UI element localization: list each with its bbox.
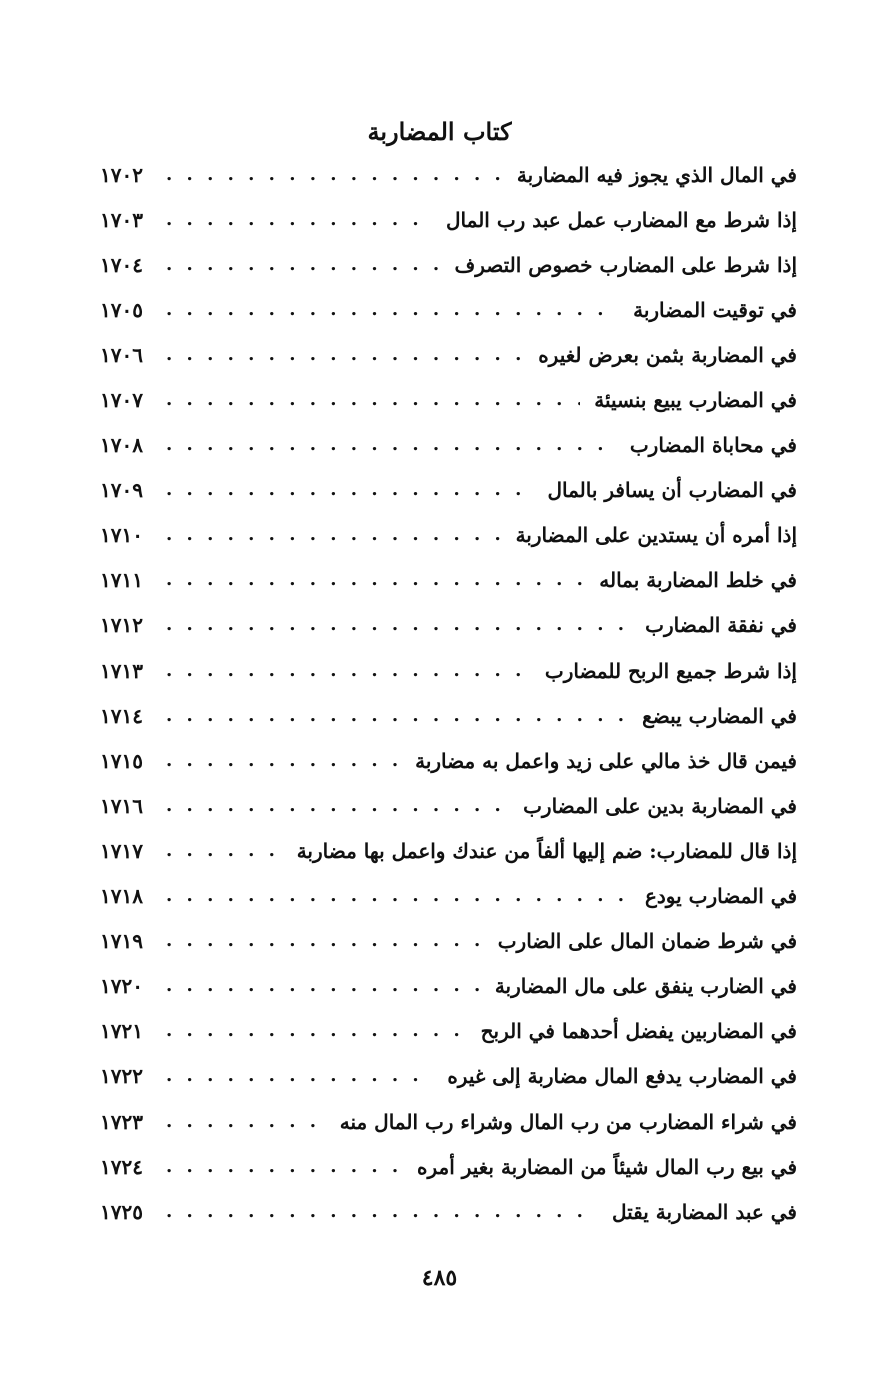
toc-entry-title: في المضاربة بثمن بعرض لغيره bbox=[538, 342, 797, 367]
toc-entry-number: ١٧١١ bbox=[100, 568, 143, 593]
toc-entry bbox=[100, 1054, 797, 1099]
toc-entry-number: ١٧٠٤ bbox=[100, 252, 143, 277]
toc-entry bbox=[100, 468, 797, 513]
dot-leader bbox=[166, 390, 580, 410]
dot-leader bbox=[166, 570, 585, 590]
dot-leader bbox=[166, 1157, 403, 1177]
toc-entry bbox=[100, 423, 797, 468]
dot-leader bbox=[166, 615, 631, 635]
toc-entry-title: في عبد المضاربة يقتل bbox=[611, 1199, 797, 1224]
toc-entry-title: في توقيت المضاربة bbox=[633, 297, 797, 322]
dot-leader bbox=[166, 525, 502, 545]
dot-leader bbox=[166, 345, 524, 365]
toc-entry-number: ١٧٠٩ bbox=[100, 478, 143, 503]
section-title: كتاب المضاربة bbox=[367, 117, 512, 146]
page-number: ٤٨٥ bbox=[421, 1265, 458, 1291]
toc-entry-number: ١٧١٨ bbox=[100, 884, 143, 909]
dot-leader bbox=[166, 435, 616, 455]
toc-entry-number: ١٧١٢ bbox=[100, 613, 143, 638]
toc-entry-title: في بيع رب المال شيئاً من المضاربة بغير أمره bbox=[416, 1154, 797, 1179]
dot-leader bbox=[166, 480, 533, 500]
toc-entry bbox=[100, 377, 797, 422]
toc-entry bbox=[100, 152, 797, 197]
toc-entry-number: ١٧٠٥ bbox=[100, 297, 143, 322]
toc-entry-title: في الضارب ينفق على مال المضاربة bbox=[494, 974, 797, 999]
toc-entry-title: في شرط ضمان المال على الضارب bbox=[497, 929, 797, 954]
toc-entry-title: في المضارب أن يسافر بالمال bbox=[547, 478, 797, 503]
toc-entry-number: ١٧٢٢ bbox=[100, 1064, 143, 1089]
dot-leader bbox=[166, 1066, 433, 1086]
dot-leader bbox=[166, 1202, 598, 1222]
toc-entry-title: فيمن قال خذ مالي على زيد واعمل به مضاربة bbox=[415, 748, 797, 773]
toc-entry-number: ١٧٠٣ bbox=[100, 207, 143, 232]
dot-leader bbox=[166, 661, 531, 681]
toc-entry bbox=[100, 828, 797, 873]
toc-entry-number: ١٧٢٣ bbox=[100, 1109, 143, 1134]
dot-leader bbox=[166, 210, 432, 230]
toc-entry bbox=[100, 513, 797, 558]
dot-leader bbox=[166, 300, 619, 320]
dot-leader bbox=[166, 841, 283, 861]
toc-entry bbox=[100, 1009, 797, 1054]
dot-leader bbox=[166, 886, 631, 906]
toc-entry-title: في نفقة المضارب bbox=[645, 613, 797, 638]
toc-entry bbox=[100, 287, 797, 332]
toc-entry-title: في المضاربين يفضل أحدهما في الربح bbox=[480, 1019, 797, 1044]
toc-entry bbox=[100, 964, 797, 1009]
dot-leader bbox=[166, 165, 503, 185]
toc-entry-title: في محاباة المضارب bbox=[629, 433, 797, 458]
toc-entry-number: ١٧٢٠ bbox=[100, 974, 143, 999]
toc-entry-number: ١٧١٩ bbox=[100, 929, 143, 954]
toc-entry-number: ١٧٢٤ bbox=[100, 1154, 143, 1179]
toc-entry bbox=[100, 693, 797, 738]
toc-entry-number: ١٧٠٧ bbox=[100, 388, 143, 413]
toc-entry bbox=[100, 648, 797, 693]
toc-entry-title: إذا شرط على المضارب خصوص التصرف bbox=[454, 252, 797, 277]
dot-leader bbox=[166, 706, 628, 726]
toc-entry-title: إذا شرط مع المضارب عمل عبد رب المال bbox=[446, 207, 797, 232]
toc-entry bbox=[100, 603, 797, 648]
toc-entry bbox=[100, 1144, 797, 1189]
toc-entry-number: ١٧١٠ bbox=[100, 523, 143, 548]
toc-entry-number: ١٧١٧ bbox=[100, 838, 143, 863]
toc-entry-number: ١٧١٣ bbox=[100, 658, 143, 683]
toc-entry bbox=[100, 332, 797, 377]
toc-entry bbox=[100, 783, 797, 828]
toc-entry-number: ١٧٢١ bbox=[100, 1019, 143, 1044]
toc-entry bbox=[100, 874, 797, 919]
dot-leader bbox=[166, 931, 484, 951]
toc-entry bbox=[100, 242, 797, 287]
dot-leader bbox=[166, 751, 401, 771]
toc-entry-title: في خلط المضاربة بماله bbox=[599, 568, 797, 593]
toc-entry-title: في المضارب يدفع المال مضاربة إلى غيره bbox=[447, 1064, 797, 1089]
toc-entry bbox=[100, 558, 797, 603]
dot-leader bbox=[166, 796, 509, 816]
toc-entry-title: إذا قال للمضارب: ضم إليها ألفاً من عندك واعمل بها مضاربة bbox=[296, 838, 797, 863]
toc-entry-number: ١٧٠٢ bbox=[100, 162, 143, 187]
toc-entry-title: في المال الذي يجوز فيه المضاربة bbox=[516, 162, 797, 187]
dot-leader bbox=[166, 255, 441, 275]
toc-entry-title: إذا أمره أن يستدين على المضاربة bbox=[515, 523, 797, 548]
toc-entry bbox=[100, 197, 797, 242]
toc-entry-title: في المضاربة بدين على المضارب bbox=[523, 793, 797, 818]
toc-entry-number: ١٧١٤ bbox=[100, 703, 143, 728]
toc-entry-title: في المضارب يودع bbox=[644, 884, 797, 909]
toc-entry-number: ١٧١٦ bbox=[100, 793, 143, 818]
dot-leader bbox=[166, 1112, 326, 1132]
dot-leader bbox=[166, 1021, 467, 1041]
toc-entry-title: في شراء المضارب من رب المال وشراء رب المال منه bbox=[339, 1109, 797, 1134]
toc-entry-number: ١٧٢٥ bbox=[100, 1199, 143, 1224]
toc-entry-title: إذا شرط جميع الربح للمضارب bbox=[544, 658, 797, 683]
table-of-contents bbox=[100, 152, 797, 1234]
toc-entry-number: ١٧١٥ bbox=[100, 748, 143, 773]
toc-entry bbox=[100, 738, 797, 783]
toc-entry bbox=[100, 1099, 797, 1144]
toc-entry-number: ١٧٠٦ bbox=[100, 342, 143, 367]
dot-leader bbox=[166, 976, 481, 996]
toc-entry-title: في المضارب يبيع بنسيئة bbox=[594, 388, 797, 413]
toc-entry-title: في المضارب يبضع bbox=[642, 703, 797, 728]
toc-entry-number: ١٧٠٨ bbox=[100, 433, 143, 458]
toc-entry bbox=[100, 919, 797, 964]
toc-entry bbox=[100, 1189, 797, 1234]
